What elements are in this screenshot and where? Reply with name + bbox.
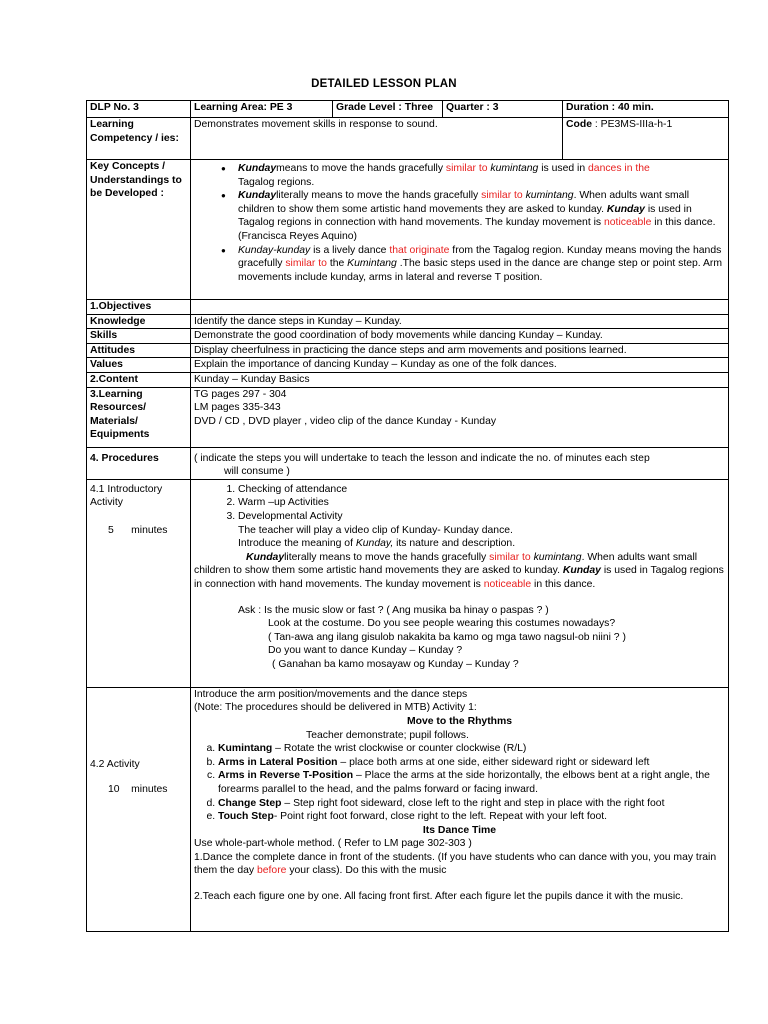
- procedures-cell: [191, 447, 729, 479]
- activity-label: 4.2 Activity: [90, 758, 140, 770]
- movement-item: d. Change Step – Step right foot sideward, close left to the right and step in place with the right foot: [218, 797, 725, 811]
- intro-question: Look at the costume. Do you see people wearing this costumes nowadays?: [268, 618, 616, 630]
- activity-minutes: 10 minutes: [108, 784, 168, 796]
- values-row: [87, 358, 729, 373]
- intro-step: 3. Developmental Activity: [238, 510, 725, 524]
- key-concepts-cell: [191, 160, 729, 300]
- resources-tg: TG pages 297 - 304: [194, 388, 287, 400]
- intro-label: 4.1 Introductory Activity: [90, 483, 163, 509]
- skills-text: Demonstrate the good coordination of body movements while dancing Kunday – Kunday.: [191, 329, 729, 344]
- concept-item: ● Kundayliterally means to move the hands gracefully similar to kumintang. When adults want small children to show them some artistic hand movements they are asked to kunday. Kunday is used in Tagalog regions in connection with hand movements. The kunday movement is noticeable in this dance. (Francisca Reyes Aquino): [238, 189, 725, 243]
- grade-level: Grade Level : Three: [333, 101, 443, 118]
- objectives-heading-row: [87, 300, 729, 315]
- values-label: Values: [87, 358, 191, 373]
- values-text: Explain the importance of dancing Kunday – Kunday as one of the folk dances.: [191, 358, 729, 373]
- skills-row: [87, 329, 729, 344]
- knowledge-row: [87, 314, 729, 329]
- skills-label: Skills: [87, 329, 191, 344]
- intro-question: ( Tan-awa ang ilang gisulob nakakita ba kamo og mga tawo nagsul-ob niini ? ): [268, 631, 626, 643]
- intro-row: [87, 479, 729, 687]
- competency-row: [87, 118, 729, 160]
- content-text: Kunday – Kunday Basics: [191, 372, 729, 387]
- intro-label-cell: [87, 479, 191, 687]
- intro-minutes: 5 minutes: [108, 524, 168, 536]
- lesson-plan-table: [86, 100, 729, 932]
- activity-step-two: 2.Teach each figure one by one. All facing front first. After each figure let the pupils dance it with the music.: [194, 891, 684, 903]
- intro-steps: [194, 483, 725, 524]
- attitudes-text: Display cheerfulness in practicing the dance steps and arm movements and positions learned.: [191, 343, 729, 358]
- intro-meaning: Introduce the meaning of Kunday, its nature and description.: [238, 538, 516, 550]
- intro-question: ( Ganahan ba kamo mosayaw og Kunday – Kunday ?: [272, 658, 519, 670]
- concept-item: ● Kunday-kunday is a lively dance that originate from the Tagalog region. Kunday means moving the hands gracefully similar to the Kumintang .The basic steps used in the dance are change step or point step. Arm movements include kunday, arms in lateral and reverse T position.: [238, 244, 725, 285]
- objectives-heading: 1.Objectives: [87, 300, 191, 315]
- arm-movements-list: [194, 742, 725, 824]
- document-title: DETAILED LESSON PLAN: [311, 78, 457, 90]
- code-value: : PE3MS-IIIa-h-1: [591, 119, 673, 130]
- concept-item: ● Kundaymeans to move the hands gracefully similar to kumintang is used in dances in the Tagalog regions.: [238, 162, 725, 189]
- key-concepts-list: [194, 162, 725, 284]
- activity-intro: Introduce the arm position/movements and the dance steps: [194, 688, 468, 700]
- learning-area: Learning Area: PE 3: [191, 101, 333, 118]
- duration: Duration : 40 min.: [563, 101, 729, 118]
- intro-question: Do you want to dance Kunday – Kunday ?: [268, 645, 463, 657]
- key-concepts-row: [87, 160, 729, 300]
- activity-cell: [191, 687, 729, 931]
- intro-ask: Ask : Is the music slow or fast ? ( Ang musika ba hinay o paspas ? ): [238, 604, 549, 616]
- competency-text: Demonstrates movement skills in response to sound.: [191, 118, 563, 160]
- procedures-instruction: ( indicate the steps you will undertake to teach the lesson and indicate the no. of minutes each step: [194, 452, 650, 464]
- header-row: [87, 101, 729, 118]
- activity-step-one: 1.Dance the complete dance in front of the students. (If you have students who can dance with you, you may train them the day before your class). Do this with the music: [194, 851, 717, 877]
- intro-video: The teacher will play a video clip of Kunday- Kunday dance.: [238, 524, 513, 536]
- quarter: Quarter : 3: [443, 101, 563, 118]
- movement-item: e. Touch Step- Point right foot forward, close right to the left. Repeat with your left foot.: [218, 810, 725, 824]
- resources-cell: [191, 387, 729, 447]
- intro-step: 2. Warm –up Activities: [238, 496, 725, 510]
- content-row: [87, 372, 729, 387]
- attitudes-label: Attitudes: [87, 343, 191, 358]
- activity-heading-rhythms: Move to the Rhythms: [406, 715, 513, 727]
- attitudes-row: [87, 343, 729, 358]
- activity-label-cell: [87, 687, 191, 931]
- activity-demonstrate: Teacher demonstrate; pupil follows.: [306, 729, 469, 741]
- knowledge-label: Knowledge: [87, 314, 191, 329]
- activity-method: Use whole-part-whole method. ( Refer to LM page 302-303 ): [194, 838, 472, 850]
- knowledge-text: Identify the dance steps in Kunday – Kunday.: [191, 314, 729, 329]
- movement-item: c. Arms in Reverse T-Position – Place the arms at the side horizontally, the elbows bent at a right angle, the forearms parallel to the head, and the palms forward or facing inward.: [218, 769, 725, 796]
- activity-note: (Note: The procedures should be delivered in MTB) Activity 1:: [194, 702, 477, 714]
- content-label: 2.Content: [87, 372, 191, 387]
- procedures-label: 4. Procedures: [87, 447, 191, 479]
- competency-label: Learning Competency / ies:: [87, 118, 191, 160]
- procedures-row: [87, 447, 729, 479]
- resources-materials: DVD / CD , DVD player , video clip of the dance Kunday - Kunday: [194, 415, 497, 427]
- resources-lm: LM pages 335-343: [194, 402, 281, 414]
- objectives-empty: [191, 300, 729, 315]
- code-cell: [563, 118, 729, 160]
- dlp-number: DLP No. 3: [87, 101, 191, 118]
- intro-cell: [191, 479, 729, 687]
- intro-step: 1. Checking of attendance: [238, 483, 725, 497]
- key-concepts-label: Key Concepts / Understandings to be Developed :: [87, 160, 191, 300]
- movement-item: a. Kumintang – Rotate the wrist clockwise or counter clockwise (R/L): [218, 742, 725, 756]
- code-label: Code: [566, 119, 592, 130]
- procedures-instruction-cont: will consume ): [224, 466, 290, 478]
- activity-row: [87, 687, 729, 931]
- movement-item: b. Arms in Lateral Position – place both arms at one side, either sideward right or sideward left: [218, 756, 725, 770]
- resources-label: 3.Learning Resources/ Materials/ Equipments: [87, 387, 191, 447]
- intro-kunday-paragraph: Kundayliterally means to move the hands gracefully similar to kumintang. When adults want small children to show them some artistic hand movements they are asked to kunday. Kunday is used in Tagalog regions in connection with hand movements. The kunday movement is noticeable in this dance.: [194, 551, 724, 590]
- resources-row: [87, 387, 729, 447]
- activity-heading-dance-time: Its Dance Time: [422, 824, 497, 836]
